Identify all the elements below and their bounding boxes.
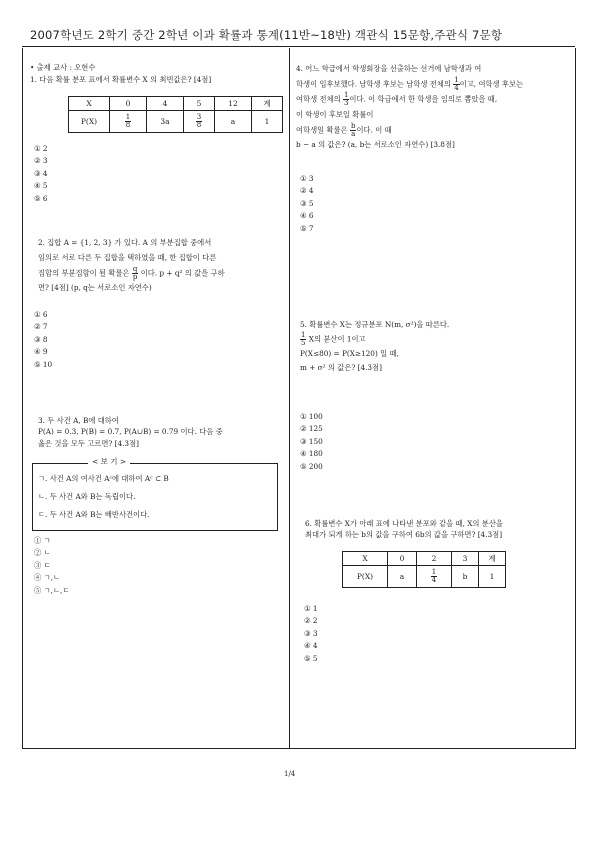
question-4-options [300, 173, 314, 235]
q6-header-x: X [343, 552, 388, 566]
q1-total: 1 [252, 111, 283, 133]
q6-header-total: 계 [479, 552, 506, 566]
question-1-table [68, 96, 283, 133]
q1-header-x: X [69, 97, 110, 111]
question-5-options [300, 411, 323, 473]
option[interactable]: ④ 180 [300, 449, 323, 459]
q1-p4: 3a [147, 111, 184, 133]
q1-header-12: 12 [215, 97, 252, 111]
option[interactable]: ⑤ 7 [300, 223, 314, 233]
question-1-stem: 1. 다음 확률 분포 표에서 확률변수 X 의 최빈값은? [4점] [30, 75, 212, 84]
option[interactable]: ⑤ ㄱ,ㄴ,ㄷ [34, 585, 70, 595]
left-column-border [22, 48, 289, 749]
q5-line3: P(X≤80) = P(X≥120) 일 때, [300, 349, 399, 359]
bogi-item: ㄱ. 사건 A의 여사건 Aᶜ에 대하여 Aᶜ ⊂ B [38, 474, 169, 483]
q5-line4: m + σ² 의 값은? [4.3점] [300, 363, 382, 373]
q1-header-4: 4 [147, 97, 184, 111]
option[interactable]: ② 125 [300, 424, 323, 434]
question-1 [30, 74, 282, 85]
option[interactable]: ④ 9 [34, 347, 48, 357]
option[interactable]: ⑤ 200 [300, 461, 323, 471]
q1-p12: a [215, 111, 252, 133]
q5-line1: 5. 확률변수 X는 정규분포 N(m, σ²)을 따른다. [300, 320, 450, 329]
option[interactable]: ② 3 [34, 156, 48, 166]
q6-p0: a [388, 566, 417, 588]
option[interactable]: ⑤ 5 [304, 653, 318, 663]
question-6-table [342, 551, 506, 588]
q4-line4: 이 학생이 후보일 확률이 [296, 109, 374, 119]
q3-line2: P(A) = 0.3, P(B) = 0.7, P(A∪B) = 0.79 이다. 다음 중 [38, 427, 223, 437]
option[interactable]: ④ 5 [34, 181, 48, 191]
page-title: 2007학년도 2학기 중간 2학년 이과 확률과 통계(11반~18반) 객관식 15문항,주관식 7문항 [30, 28, 503, 42]
bogi-item: ㄴ. 두 사건 A와 B는 독립이다. [38, 492, 136, 501]
q6-row-label: P(X) [343, 566, 388, 588]
question-2-options [34, 309, 52, 371]
q6-p3: b [452, 566, 479, 588]
option[interactable]: ④ ㄱ,ㄴ [34, 573, 61, 583]
option[interactable]: ① 3 [300, 174, 314, 183]
question-6 [305, 518, 573, 541]
question-2 [38, 236, 284, 296]
q1-header-0: 0 [110, 97, 147, 111]
question-5 [300, 318, 570, 376]
q1-p0: $\frac{1}{8}$ [110, 111, 147, 133]
option[interactable]: ② 2 [304, 616, 318, 626]
option[interactable]: ① ㄱ [34, 536, 51, 545]
bogi-title: < 보 기 > [88, 456, 130, 467]
question-6-options [304, 603, 318, 665]
q2-line4: 면? [4점] (p, q는 서로소인 자연수) [38, 283, 152, 293]
option[interactable]: ③ 4 [34, 168, 48, 178]
q2-line2: 임의로 서로 다른 두 집합을 택하였을 때, 한 집합이 다른 [38, 252, 217, 262]
bogi-item: ㄷ. 두 사건 A와 B는 배반사건이다. [38, 510, 150, 519]
q6-line1: 6. 확률변수 X가 아래 표에 나타낸 분포와 같을 때, X의 분산을 [305, 519, 503, 528]
option[interactable]: ② 7 [34, 322, 48, 332]
q6-header-3: 3 [452, 552, 479, 566]
q3-line1: 3. 두 사건 A, B에 대하여 [38, 416, 119, 425]
question-1-options [34, 143, 48, 205]
option[interactable]: ③ ㄷ [34, 560, 51, 570]
q3-line3: 옳은 것을 모두 고르면? [4.3점] [38, 438, 139, 448]
question-4 [296, 62, 571, 153]
option[interactable]: ⑤ 6 [34, 193, 48, 203]
option[interactable]: ② 4 [300, 186, 314, 196]
header-rule [22, 46, 575, 47]
q6-header-2: 2 [417, 552, 452, 566]
option[interactable]: ③ 8 [34, 334, 48, 344]
q6-header-0: 0 [388, 552, 417, 566]
q2-line1: 2. 집합 A = {1, 2, 3} 가 있다. A 의 부분집합 중에서 [38, 238, 212, 247]
q6-line2: 최대가 되게 하는 b의 값을 구하여 6b의 값을 구하면? [4.3점] [305, 530, 503, 540]
option[interactable]: ③ 150 [300, 436, 323, 446]
option[interactable]: ④ 4 [304, 641, 318, 651]
q4-line3: 여학생 전체의 $\frac{1}{3}$ 이다. 이 학급에서 한 학생을 임의로 뽑았을 때, [296, 91, 498, 108]
q6-total: 1 [479, 566, 506, 588]
q1-header-total: 계 [252, 97, 283, 111]
option[interactable]: ③ 3 [304, 628, 318, 638]
subject-label: • 출제 교사 : 오현수 [30, 63, 96, 72]
option[interactable]: ① 6 [34, 310, 48, 319]
option[interactable]: ③ 5 [300, 198, 314, 208]
q1-header-5: 5 [184, 97, 215, 111]
q4-line5: 여학생일 확률은 $\frac{b}{a}$ 이다. 이 때 [296, 121, 392, 138]
page-number: 1/4 [284, 770, 296, 778]
q4-line1: 4. 어느 학급에서 학생회장을 선출하는 선거에 남학생과 여 [296, 64, 482, 73]
q5-line2: $\frac{1}{5}$ X의 분산이 1이고 [301, 331, 366, 348]
option[interactable]: ④ 6 [300, 211, 314, 221]
option[interactable]: ① 1 [304, 604, 318, 613]
option[interactable]: ① 2 [34, 144, 48, 153]
option[interactable]: ⑤ 10 [34, 359, 53, 369]
question-3-options [34, 535, 69, 597]
q6-p2: $\frac{1}{4}$ [417, 566, 452, 588]
q1-row-label: P(X) [69, 111, 110, 133]
question-3 [38, 415, 284, 449]
q4-line2: 학생이 입후보했다. 남학생 후보는 남학생 전체의 $\frac{1}{4}$ 이고, 여학생 후보는 [296, 75, 524, 92]
option[interactable]: ① 100 [300, 412, 323, 421]
q4-line6: b − a 의 값은? (a, b는 서로소인 자연수) [3.8점] [296, 140, 455, 150]
q1-p5: $\frac{3}{8}$ [184, 111, 215, 133]
q2-line3: 집합의 부분집합이 될 확률은 $\frac{q}{p}$ 이다. p + q² 의 값을 구하 [38, 264, 225, 281]
option[interactable]: ② ㄴ [34, 548, 51, 558]
